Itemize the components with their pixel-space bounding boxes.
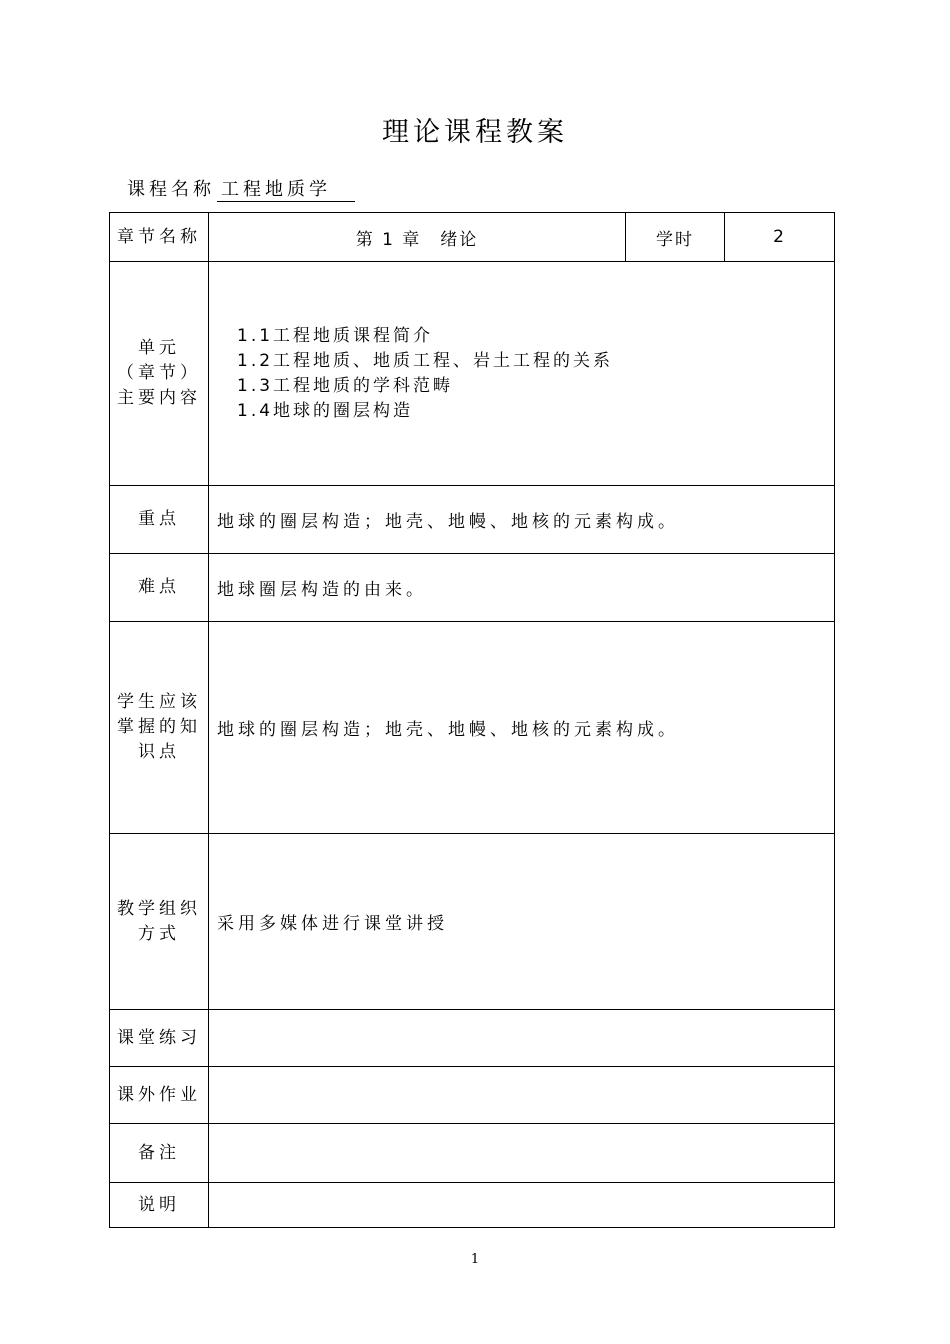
difficulties-label: 难点 (110, 554, 209, 622)
knowledge-label-line: 掌握的知 (117, 717, 201, 737)
organization-label (110, 834, 209, 1010)
organization-row (110, 834, 835, 1010)
remarks-row (110, 1124, 835, 1183)
homework-row (110, 1067, 835, 1124)
remarks-value (209, 1124, 835, 1183)
chapter-value: 第 1 章 绪论 (209, 213, 626, 262)
notes-row (110, 1183, 835, 1228)
unit-item: 1.3工程地质的学科范畴 (237, 375, 454, 396)
units-label-line: 单元 (138, 338, 180, 358)
knowledge-value: 地球的圈层构造；地壳、地幔、地核的元素构成。 (209, 622, 835, 834)
page-number: 1 (470, 1252, 480, 1267)
unit-item: 1.2工程地质、地质工程、岩土工程的关系 (237, 350, 614, 371)
key-points-label: 重点 (110, 486, 209, 554)
key-points-row (110, 486, 835, 554)
class-exercise-label: 课堂练习 (110, 1010, 209, 1067)
knowledge-row (110, 622, 835, 834)
unit-item: 1.1工程地质课程简介 (237, 325, 434, 346)
hours-value: 2 (725, 213, 835, 262)
course-name-value: 工程地质学 (217, 175, 355, 202)
notes-value (209, 1183, 835, 1228)
unit-item: 1.4地球的圈层构造 (237, 400, 414, 421)
lesson-plan-table (109, 212, 835, 1228)
units-content (209, 262, 835, 486)
knowledge-label (110, 622, 209, 834)
class-exercise-row (110, 1010, 835, 1067)
remarks-label: 备注 (110, 1124, 209, 1183)
organization-label-line: 教学组织 (117, 898, 201, 919)
chapter-row (110, 213, 835, 262)
page-title: 理论课程教案 (382, 117, 568, 148)
difficulties-row (110, 554, 835, 622)
notes-label: 说明 (110, 1183, 209, 1228)
chapter-label: 章节名称 (110, 213, 209, 262)
key-points-value: 地球的圈层构造；地壳、地幔、地核的元素构成。 (209, 486, 835, 554)
hours-label: 学时 (626, 213, 725, 262)
units-label-line: （章节） (117, 363, 201, 383)
organization-value: 采用多媒体进行课堂讲授 (209, 834, 835, 1010)
units-label (110, 262, 209, 486)
knowledge-label-line: 识点 (138, 742, 180, 762)
homework-value (209, 1067, 835, 1124)
knowledge-label-line: 学生应该 (117, 692, 201, 712)
units-label-line: 主要内容 (117, 388, 201, 408)
units-row (110, 262, 835, 486)
course-line (127, 175, 355, 202)
homework-label: 课外作业 (110, 1067, 209, 1124)
class-exercise-value (209, 1010, 835, 1067)
course-name-label: 课程名称 (127, 179, 215, 200)
difficulties-value: 地球圈层构造的由来。 (209, 554, 835, 622)
organization-label-line: 方式 (138, 923, 180, 944)
